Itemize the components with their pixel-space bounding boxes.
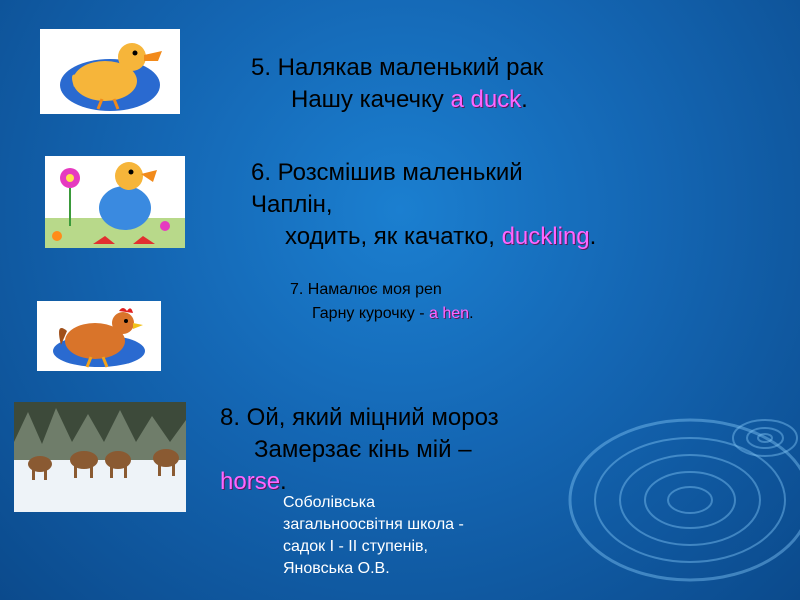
verse-5-line-2 xyxy=(251,84,543,116)
duckling-picture xyxy=(45,156,185,248)
verse-7-end: . xyxy=(469,305,474,322)
verse-8 xyxy=(220,402,499,498)
hen-icon xyxy=(37,301,161,371)
horses-picture xyxy=(14,402,186,512)
verse-6-line-1: 6. Розсмішив маленький xyxy=(251,159,523,186)
verse-8-highlight: horse xyxy=(220,468,281,495)
credit-line-2: загальноосвітня школа - xyxy=(283,516,464,533)
verse-7-line-2-text: Гарну курочку - xyxy=(312,305,430,322)
verse-6-line-3 xyxy=(251,221,596,253)
credit-line-1: Соболівська xyxy=(283,494,375,511)
duckling-icon xyxy=(45,156,185,248)
verse-6-highlight: duckling xyxy=(501,223,590,250)
verse-8-end: . xyxy=(280,468,287,495)
verse-6-line-2: Чаплін, xyxy=(251,191,333,218)
verse-7-highlight: a hen xyxy=(429,305,470,322)
verse-5-line-2-text: Нашу качечку xyxy=(291,86,451,113)
verse-5-line-1: 5. Налякав маленький рак xyxy=(251,54,544,81)
verse-7-line-1: 7. Намалює моя pen xyxy=(290,281,442,298)
verse-6 xyxy=(251,157,596,253)
verse-6-end: . xyxy=(589,223,597,250)
duck-picture xyxy=(40,29,180,114)
duck-icon xyxy=(40,29,180,114)
credit-line-4: Яновська О.В. xyxy=(283,560,390,577)
verse-7-line-2 xyxy=(290,302,474,326)
verse-8-line-1: 8. Ой, який міцний мороз xyxy=(220,404,499,431)
verse-5 xyxy=(251,52,543,116)
verse-8-line-2: Замерзає кінь мій – xyxy=(254,436,472,463)
verse-6-line-3-text: ходить, як качатко, xyxy=(285,223,502,250)
verse-5-end: . xyxy=(521,86,528,113)
horses-icon xyxy=(14,402,186,512)
author-credit xyxy=(283,492,464,580)
hen-picture xyxy=(37,301,161,371)
verse-5-highlight: a duck xyxy=(450,86,522,113)
verse-7 xyxy=(290,278,474,326)
credit-line-3: садок І - ІІ ступенів, xyxy=(283,538,428,555)
